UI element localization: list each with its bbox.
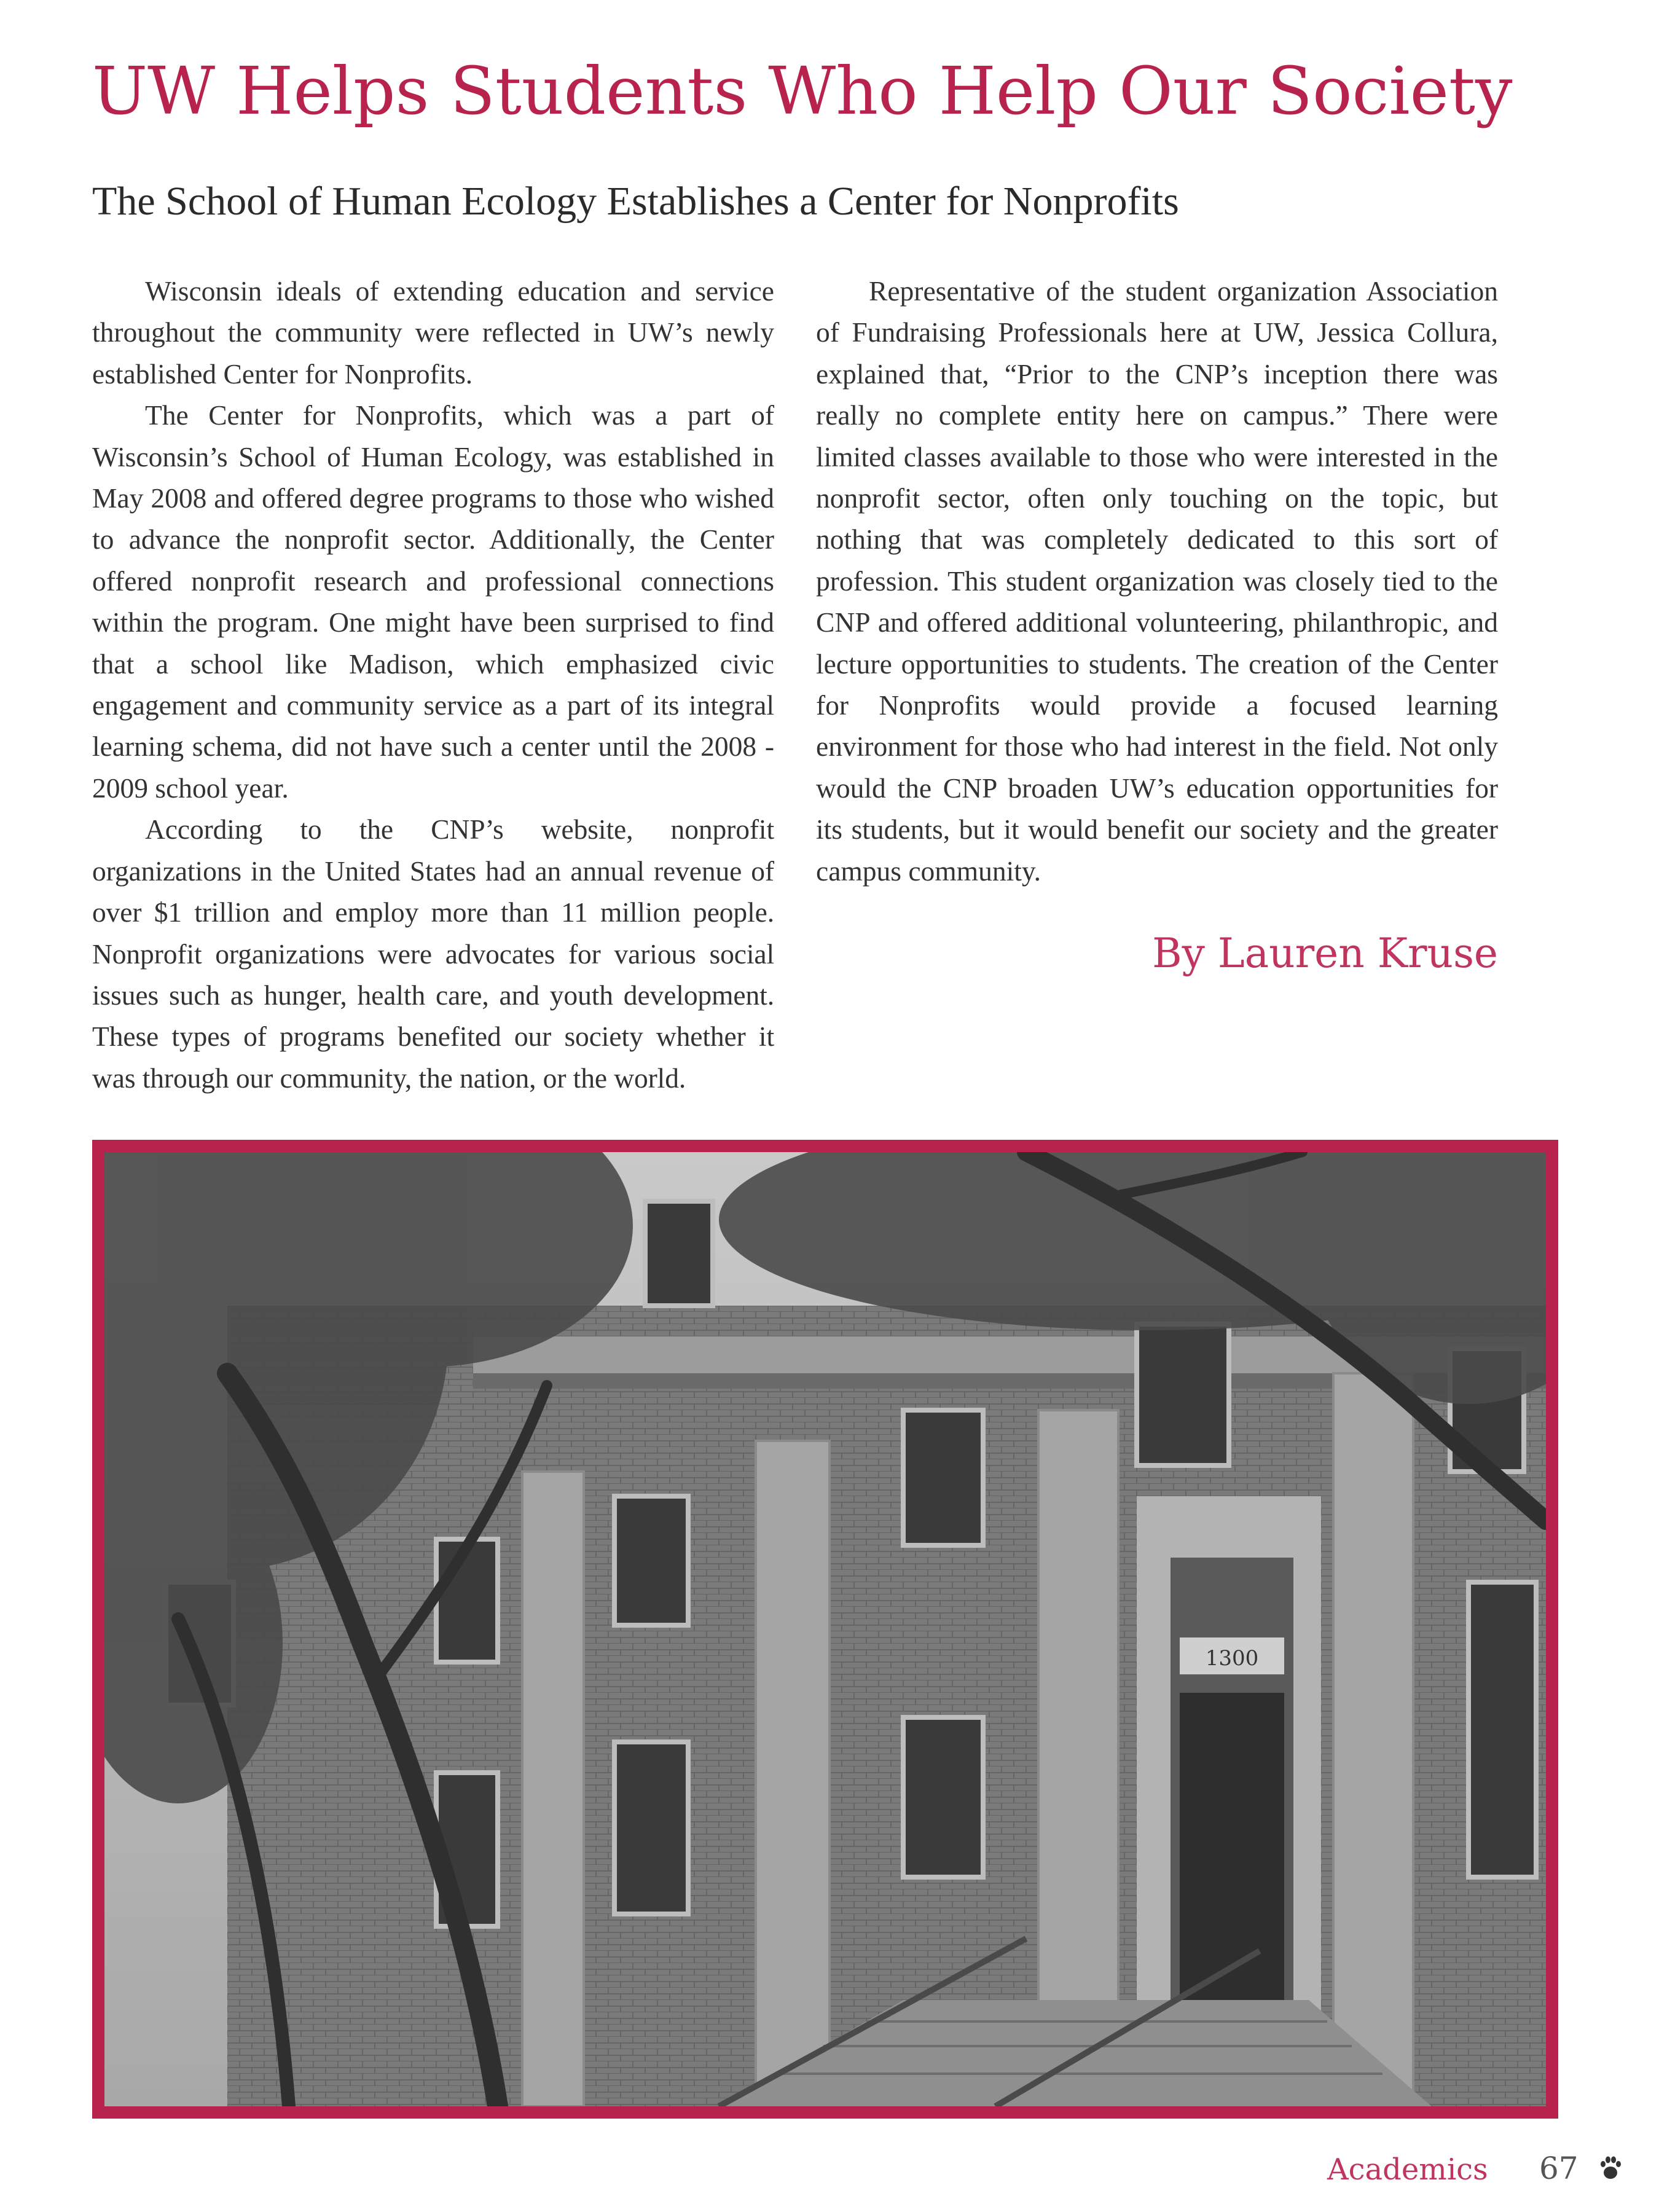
page-number: 67 [1539, 2151, 1579, 2186]
article-subtitle: The School of Human Ecology Establishes a Center for Nonprofits [92, 179, 1179, 224]
byline: By Lauren Kruse [1152, 930, 1498, 977]
paragraph: Representative of the student organization Association of Fundraising Professionals here at UW, Jessica Collura, explained that, “Prior to the CNP’s inception there was really no complete entity here on campus.” There were limited classes available to those who were interested in the nonprofit sector, often only touching on the topic, but nothing that was completely dedicated to this sort of profession. This student organization was closely tied to the CNP and offered additional volunteering, philanthropic, and lecture opportunities to students. The creation of the Center for Nonprofits would provide a focused learning environment for those who had interest in the field. Not only would the CNP broaden UW’s education opportunities for its students, but it would benefit our society and the greater campus community. [816, 275, 1498, 887]
article-title: UW Helps Students Who Help Our Society [92, 53, 1513, 130]
photo-frame [92, 1140, 1558, 2119]
footer-section-label: Academics [1327, 2152, 1488, 2187]
paragraph: According to the CNP’s website, nonprofit organizations in the United States had an annual revenue of over $1 trillion and employ more than 11 million people. Nonprofit organizations were advocates for various social issues such as hunger, health care, and youth development. These types of programs benefited our society whether it was through our community, the nation, or the world. [92, 814, 774, 1094]
right-column [816, 270, 1498, 892]
building-photo [104, 1152, 1546, 2106]
building-sign-number: 1300 [1205, 1646, 1259, 1671]
paragraph: The Center for Nonprofits, which was a part of Wisconsin’s School of Human Ecology, was established in May 2008 and offered degree programs to those who wished to advance the nonprofit sector. Additionally, the Center offered nonprofit research and professional connections within the program. One might have been surprised to find that a school like Madison, which emphasized civic engagement and community service as a part of its integral learning schema, did not have such a center until the 2008 - 2009 school year. [92, 399, 774, 804]
building-illustration [104, 1152, 1546, 2106]
left-column [92, 270, 774, 1099]
paw-icon [1600, 2155, 1621, 2180]
paragraph: Wisconsin ideals of extending education and service throughout the community were reflected in UW’s newly established Center for Nonprofits. [92, 275, 774, 390]
